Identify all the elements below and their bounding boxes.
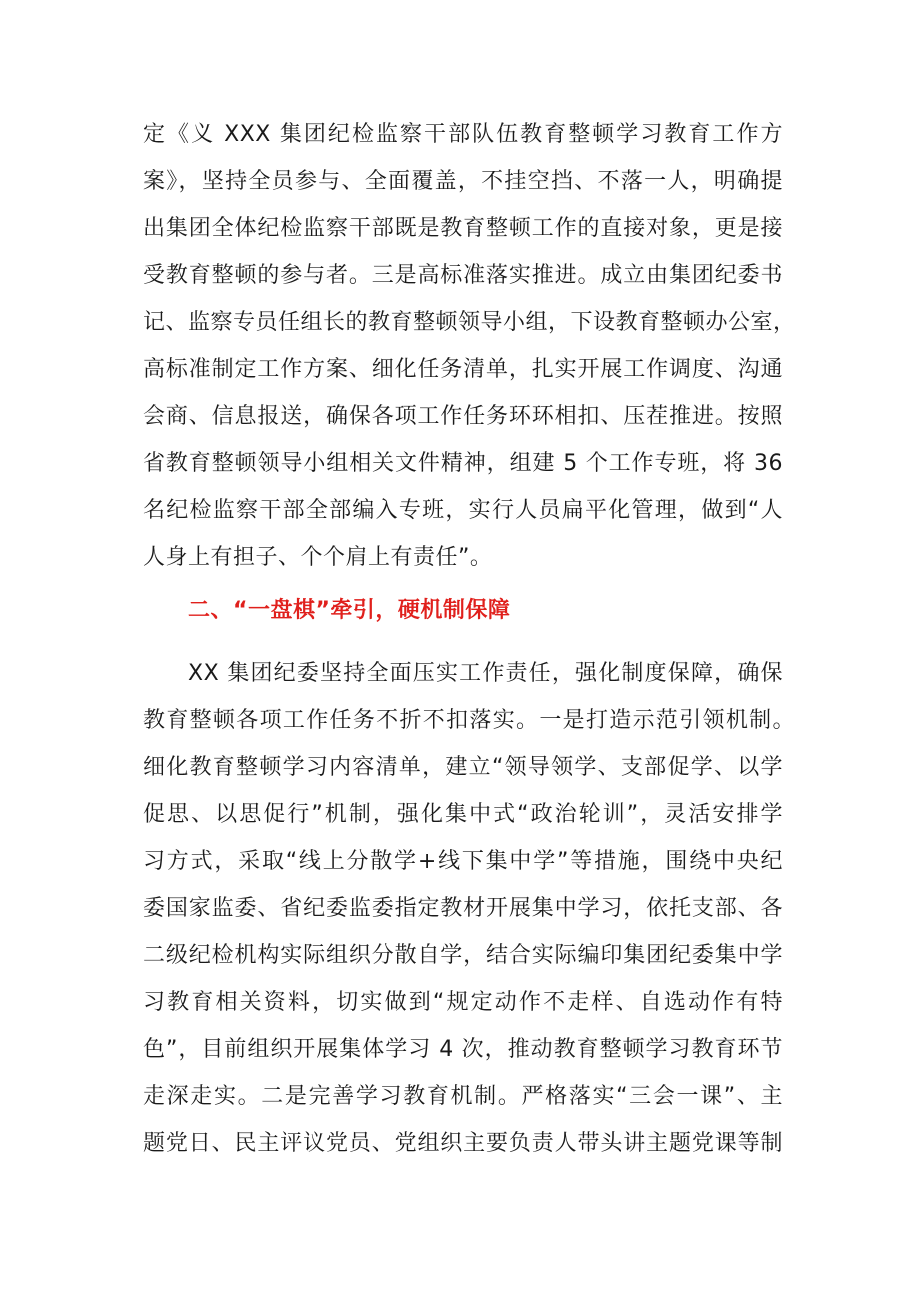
paragraph-line: 习教育相关资料，切实做到“规定动作不走样、自选动作有特: [143, 990, 783, 1015]
paragraph-line: 会商、信息报送，确保各项工作任务环环相扣、压茬推进。按照: [143, 404, 783, 429]
paragraph-line: 教育整顿各项工作任务不折不扣落实。一是打造示范引领机制。: [143, 708, 795, 733]
paragraph-line: 走深走实。二是完善学习教育机制。严格落实“三会一课”、主: [143, 1084, 783, 1109]
paragraph-line: 题党日、民主评议党员、党组织主要负责人带头讲主题党课等制: [143, 1131, 783, 1156]
paragraph-line: 细化教育整顿学习内容清单，建立“领导领学、支部促学、以学: [143, 755, 783, 780]
paragraph-line: 二级纪检机构实际组织分散自学，结合实际编印集团纪委集中学: [143, 943, 783, 968]
paragraph-line: 人身上有担子、个个肩上有责任”。: [143, 545, 493, 570]
paragraph-line: 习方式，采取“线上分散学+线下集中学”等措施，围绕中央纪: [143, 849, 783, 874]
paragraph-line: 案》，坚持全员参与、全面覆盖，不挂空挡、不落一人，明确提: [143, 169, 783, 194]
paragraph-line: 省教育整顿领导小组相关文件精神，组建 5 个工作专班，将 36: [143, 451, 783, 476]
paragraph-line: 出集团全体纪检监察干部既是教育整顿工作的直接对象，更是接: [143, 216, 783, 241]
section-heading: 二、“一盘棋”牵引，硬机制保障: [188, 598, 511, 623]
paragraph-line: XX 集团纪委坚持全面压实工作责任，强化制度保障，确保: [188, 661, 783, 686]
paragraph-line: 促思、以思促行”机制，强化集中式“政治轮训”，灵活安排学: [143, 802, 783, 827]
paragraph-line: 高标准制定工作方案、细化任务清单，扎实开展工作调度、沟通: [143, 357, 783, 382]
paragraph-line: 色”，目前组织开展集体学习 4 次，推动教育整顿学习教育环节: [143, 1037, 783, 1062]
paragraph-line: 委国家监委、省纪委监委指定教材开展集中学习，依托支部、各: [143, 896, 783, 921]
paragraph-line: 名纪检监察干部全部编入专班，实行人员扁平化管理，做到“人: [143, 498, 783, 523]
paragraph-line: 受教育整顿的参与者。三是高标准落实推进。成立由集团纪委书: [143, 263, 783, 288]
paragraph-line: 定《义 XXX 集团纪检监察干部队伍教育整顿学习教育工作方: [143, 122, 783, 147]
paragraph-line: 记、监察专员任组长的教育整顿领导小组，下设教育整顿办公室，: [143, 310, 796, 335]
